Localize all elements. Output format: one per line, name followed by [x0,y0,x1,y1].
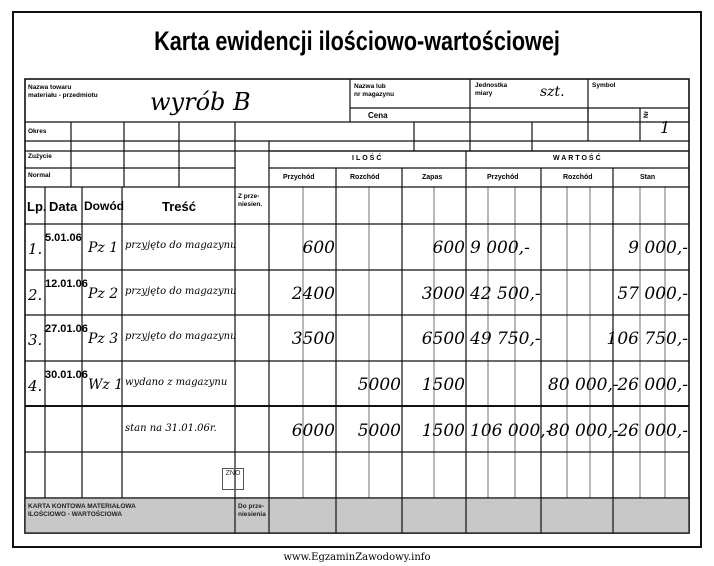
row-stan: 26 000,- [617,421,688,441]
row-przychod-wartosc: 9 000,- [470,238,530,258]
tresc-column-header: Treść [162,199,196,214]
row-tresc: przyjęto do magazynu [125,331,237,342]
row-przychod-wartosc: 49 750,- [470,329,541,349]
nazwa-towaru-label: Nazwa towaru materiału - przedmiotu [28,84,98,99]
row-rozchod-wartosc: 80 000,- [548,375,619,395]
jednostka-value: szt. [540,84,565,100]
row-zapas: 600 [432,238,465,258]
row-przychod-wartosc: 42 500,- [470,284,541,304]
row-lp: 4. [28,377,43,395]
normal-label: Normal [28,172,51,179]
nazwa-magazynu-label: Nazwa lub nr magazynu [354,83,395,98]
nr-label: Nr [643,110,650,118]
row-zapas: 6500 [421,329,465,349]
row-przychod-ilosc: 2400 [291,284,335,304]
row-tresc: przyjęto do magazynu [125,240,237,251]
nr-value: 1 [660,118,671,137]
jednostka-label: Jednostka miary [475,82,508,97]
row-stan: 26 000,- [617,375,688,395]
symbol-label: Symbol [592,82,616,89]
do-przeniesienia-label: Do prze- niesienia [238,503,266,518]
okres-label: Okres [28,128,47,135]
row-zapas: 1500 [421,421,465,441]
lp-column-header: Lp. [27,199,47,214]
rozchod-ilosc-header: Rozchód [350,174,380,181]
data-column-header: Data [49,199,78,214]
row-date: 12.01.06 [45,278,88,290]
row-tresc: przyjęto do magazynu [125,286,237,297]
zuzycie-label: Zużycie [28,153,52,160]
przychod-wartosc-header: Przychód [487,174,519,181]
cena-label: Cena [368,111,388,120]
zapas-header: Zapas [422,174,443,181]
row-rozchod-wartosc: 80 000,- [548,421,619,441]
row-przychod-ilosc: 6000 [291,421,335,441]
row-date: 27.01.06 [45,323,88,335]
row-date: 5.01.06 [45,232,82,244]
z-przeniesienia-column-header: Z prze- niesien. [238,193,263,208]
rozchod-wartosc-header: Rozchód [563,174,593,181]
row-date: 30.01.06 [45,369,88,381]
row-dowod: Pz 1 [88,240,119,256]
ilosc-section-header: ILOŚĆ [352,155,384,162]
row-zapas: 3000 [421,284,465,304]
row-dowod: Pz 3 [88,331,119,347]
scan-stamp: ZNO [222,468,244,490]
row-tresc: wydano z magazynu [125,377,228,388]
row-lp: 2. [28,286,43,304]
row-zapas: 1500 [421,375,465,395]
row-tresc: stan na 31.01.06r. [125,423,217,434]
row-rozchod-ilosc: 5000 [357,375,401,395]
przychod-ilosc-header: Przychód [283,174,315,181]
nazwa-towaru-value: wyrób B [150,88,251,116]
karta-kontowa-label: KARTA KONTOWA MATERIAŁOWA ILOŚCIOWO - WARTOŚCIOWA [28,503,136,518]
row-dowod: Wz 1 [88,377,124,393]
row-stan: 57 000,- [617,284,688,304]
page-title: Karta ewidencji ilościowo-wartościowej [154,26,560,56]
row-stan: 106 750,- [606,329,688,349]
row-dowod: Pz 2 [88,286,119,302]
row-przychod-ilosc: 600 [302,238,335,258]
dowod-column-header: Dowód [84,199,124,213]
row-rozchod-ilosc: 5000 [357,421,401,441]
row-lp: 1. [28,240,43,258]
row-przychod-wartosc: 106 000,- [470,421,552,441]
stan-header: Stan [640,174,656,181]
row-stan: 9 000,- [628,238,688,258]
source-watermark: www.EgzaminZawodowy.info [283,552,431,563]
row-lp: 3. [28,331,43,349]
wartosc-section-header: WARTOŚĆ [553,155,603,162]
row-przychod-ilosc: 3500 [291,329,335,349]
